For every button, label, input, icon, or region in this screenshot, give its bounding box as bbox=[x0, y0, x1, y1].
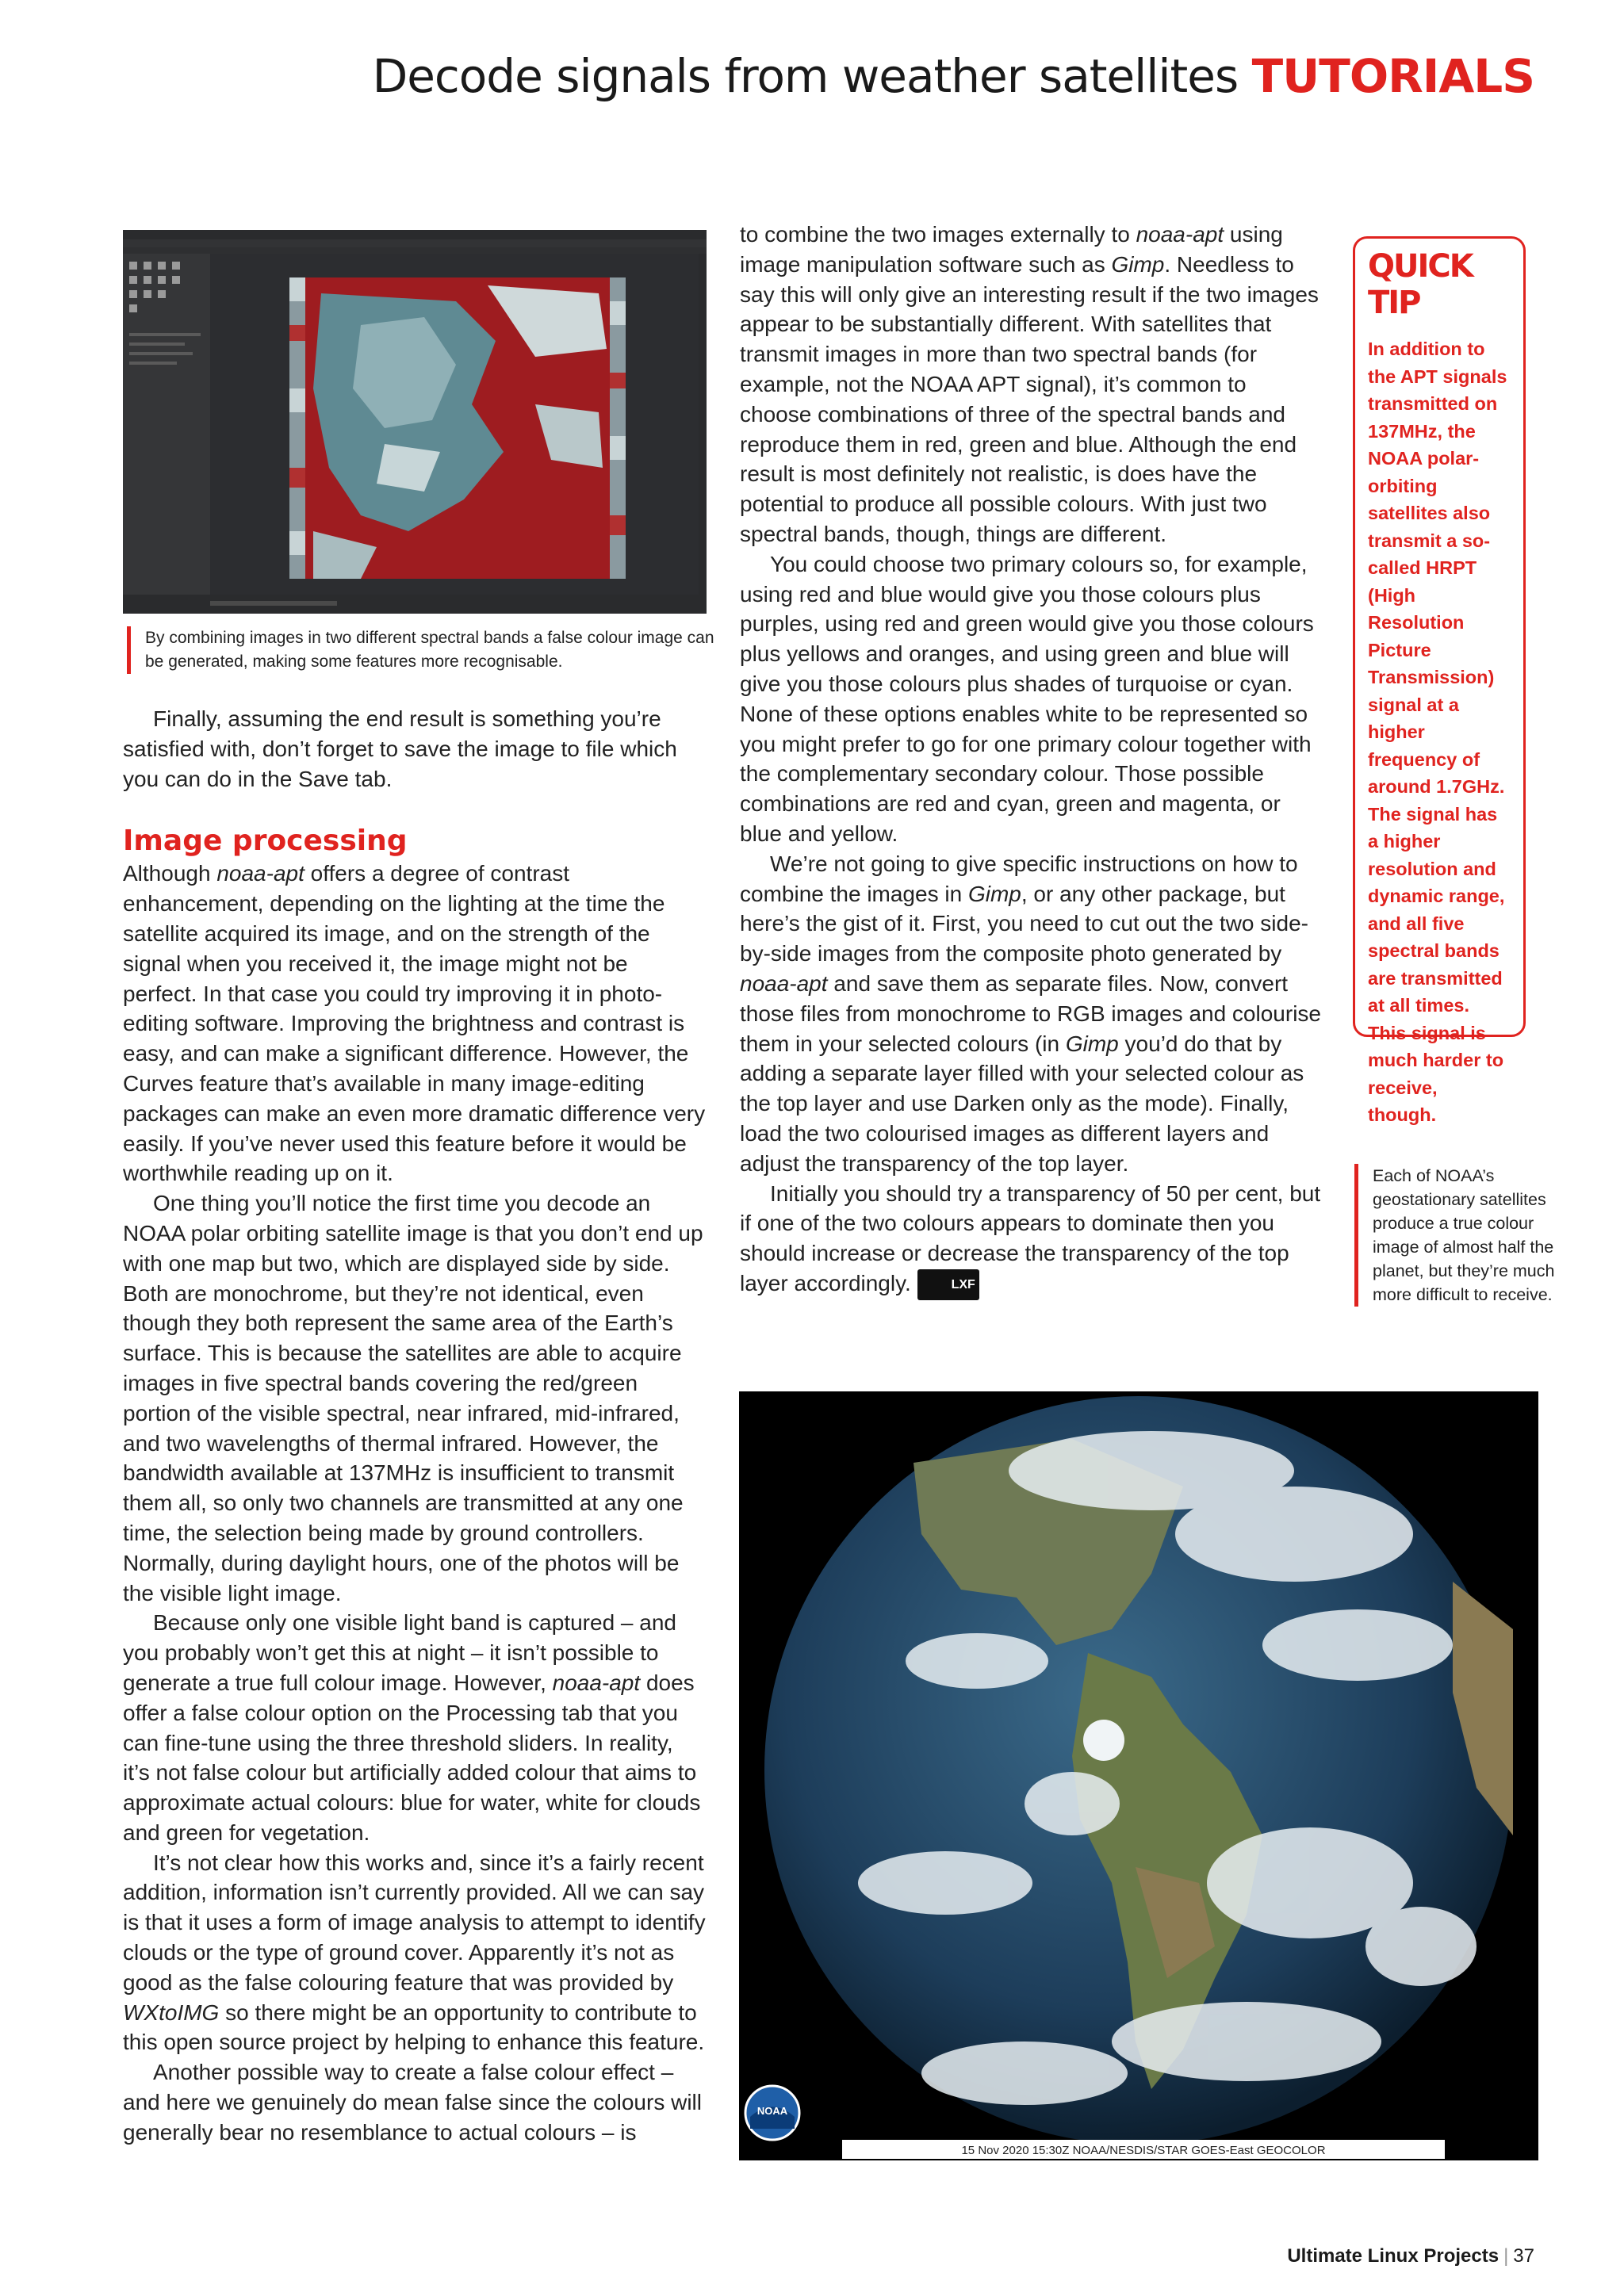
end-mark: LXF bbox=[917, 1269, 979, 1301]
header-title: Decode signals from weather satellites bbox=[372, 49, 1239, 103]
header-section: TUTORIALS bbox=[1251, 49, 1534, 103]
left-column bbox=[123, 704, 706, 2148]
noaa-logo-text: NOAA bbox=[756, 2105, 788, 2117]
page-number: 37 bbox=[1513, 2245, 1534, 2267]
paragraph: to combine the two images externally to noaa-apt using image manipulation software such as Gimp. Needless to say this will only give an interesting result if the two images appear to be substantially different. With satellites that transmit images in more than two spectral bands (for example, not the NOAA APT signal), it’s common to choose combinations of three of the spectral bands and reproduce them in red, green and blue. Although the end result is most definitely not realistic, is does have the potential to produce all possible colours. With just two spectral bands, though, things are different. bbox=[740, 222, 1319, 546]
figure-caption: By combining images in two different spectral bands a false colour image can be generated, making some features more recognisable. bbox=[127, 626, 724, 674]
image-credit: 15 Nov 2020 15:30Z NOAA/NESDIS/STAR GOES-East GEOCOLOR bbox=[961, 2144, 1326, 2157]
publication-name: Ultimate Linux Projects bbox=[1287, 2245, 1500, 2267]
quick-tip-heading: QUICK TIP bbox=[1368, 248, 1473, 321]
paragraph: It’s not clear how this works and, since it’s a fairly recent addition, information isn’t currently provided. All we can say is that it uses a form of image analysis to attempt to identify clouds or the type of ground cover. Apparently it’s not as good as the false colouring feature that was provided by WXtoIMG so there might be an opportunity to contribute to this open source project by helping to enhance this feature. bbox=[123, 1850, 706, 2055]
page-footer bbox=[1287, 2245, 1534, 2267]
paragraph: Another possible way to create a false colour effect – and here we genuinely do mean false since the colours will generally bear no resemblance to actual colours – is bbox=[123, 2060, 702, 2145]
page-header bbox=[373, 49, 1534, 103]
quick-tip-box bbox=[1353, 236, 1526, 1125]
paragraph: We’re not going to give specific instructions on how to combine the images in Gimp, or any other package, but here’s the gist of it. First, you need to cut out the two side-by-side images from the composite photo generated by noaa-apt and save them as separate files. Now, convert those files from monochrome to RGB images and colourise them in your selected colours (in Gimp you’d do that by adding a separate layer filled with your selected colour as the top layer and use Darken only as the mode). Finally, load the two colourised images as different layers and adjust the transparency of the top layer. bbox=[740, 851, 1321, 1176]
footer-separator: | bbox=[1503, 2245, 1509, 2267]
quick-tip-body: In addition to the APT signals transmitted on 137MHz, the NOAA polar-orbiting satellites also transmit a so-called HRPT (High Resolution Picture Transmission) signal at a higher frequency of around 1.7GHz. The signal has a higher resolution and dynamic range, and all five spectral bands are transmitted at all times. This signal is much harder to receive, though. bbox=[1368, 339, 1507, 1125]
paragraph: Initially you should try a transparency of 50 per cent, but if one of the two colours appears to dominate then you should increase or decrease the transparency of the top layer accordingly. LXF bbox=[740, 1179, 1323, 1301]
paragraph: Because only one visible light band is captured – and you probably won’t get this at night – it isn’t possible to generate a true full colour image. However, noaa-apt does offer a false colour option on the Processing tab that you can fine-tune using the three threshold sliders. In reality, it’s not false colour but artificially added colour that aims to approximate actual colours: blue for water, white for clouds and green for vegetation. bbox=[123, 1610, 701, 1845]
earth-satellite-image bbox=[739, 1391, 1538, 2160]
gimp-window-illustration bbox=[123, 230, 707, 614]
paragraph: One thing you’ll notice the first time you decode an NOAA polar orbiting satellite image is that you don’t end up with one map but two, which are displayed side by side. Both are monochrome, but they’re not identical, even though they both represent the same area of the Earth’s surface. This is because the satellites are able to acquire images in five spectral bands covering the red/green portion of the visible spectral, near infrared, mid-infrared, and two wavelengths of thermal infrared. However, the bandwidth available at 137MHz is insufficient to transmit them all, so only two channels are transmitted at any one time, the selection being made by ground controllers. Normally, during daylight hours, one of the photos will be the visible light image. bbox=[123, 1191, 703, 1605]
paragraph: You could choose two primary colours so, for example, using red and blue would give you those colours plus purples, using red and green would give you those colours plus yellows and oranges, and using green and blue will give you those colours plus shades of turquoise or cyan. None of these options enables white to be represented so you might prefer to go for one primary colour together with the complementary secondary colour. Those possible combinations are red and cyan, green and magenta, or blue and yellow. bbox=[740, 551, 1314, 846]
paragraph: Finally, assuming the end result is something you’re satisfied with, don’t forget to save the image to file which you can do in the Save tab. bbox=[123, 706, 677, 791]
gimp-screenshot-image bbox=[123, 230, 707, 614]
earth-globe-illustration bbox=[739, 1391, 1538, 2160]
section-heading: Image processing bbox=[123, 825, 408, 858]
figure-caption: Each of NOAA’s geostationary satellites produce a true colour image of almost half the planet, but they’re much more difficult to receive. bbox=[1354, 1164, 1555, 1307]
paragraph: Although noaa-apt offers a degree of contrast enhancement, depending on the lighting at the time the satellite acquired its image, and on the strength of the signal when you received it, the image might not be perfect. In that case you could try improving it in photo-editing software. Improving the brightness and contrast is easy, and can make a significant difference. However, the Curves feature that’s available in many image-editing packages can make an even more dramatic difference very easily. If you’ve never used this feature before it would be worthwhile reading up on it. bbox=[123, 861, 706, 1186]
middle-column bbox=[740, 220, 1323, 1300]
